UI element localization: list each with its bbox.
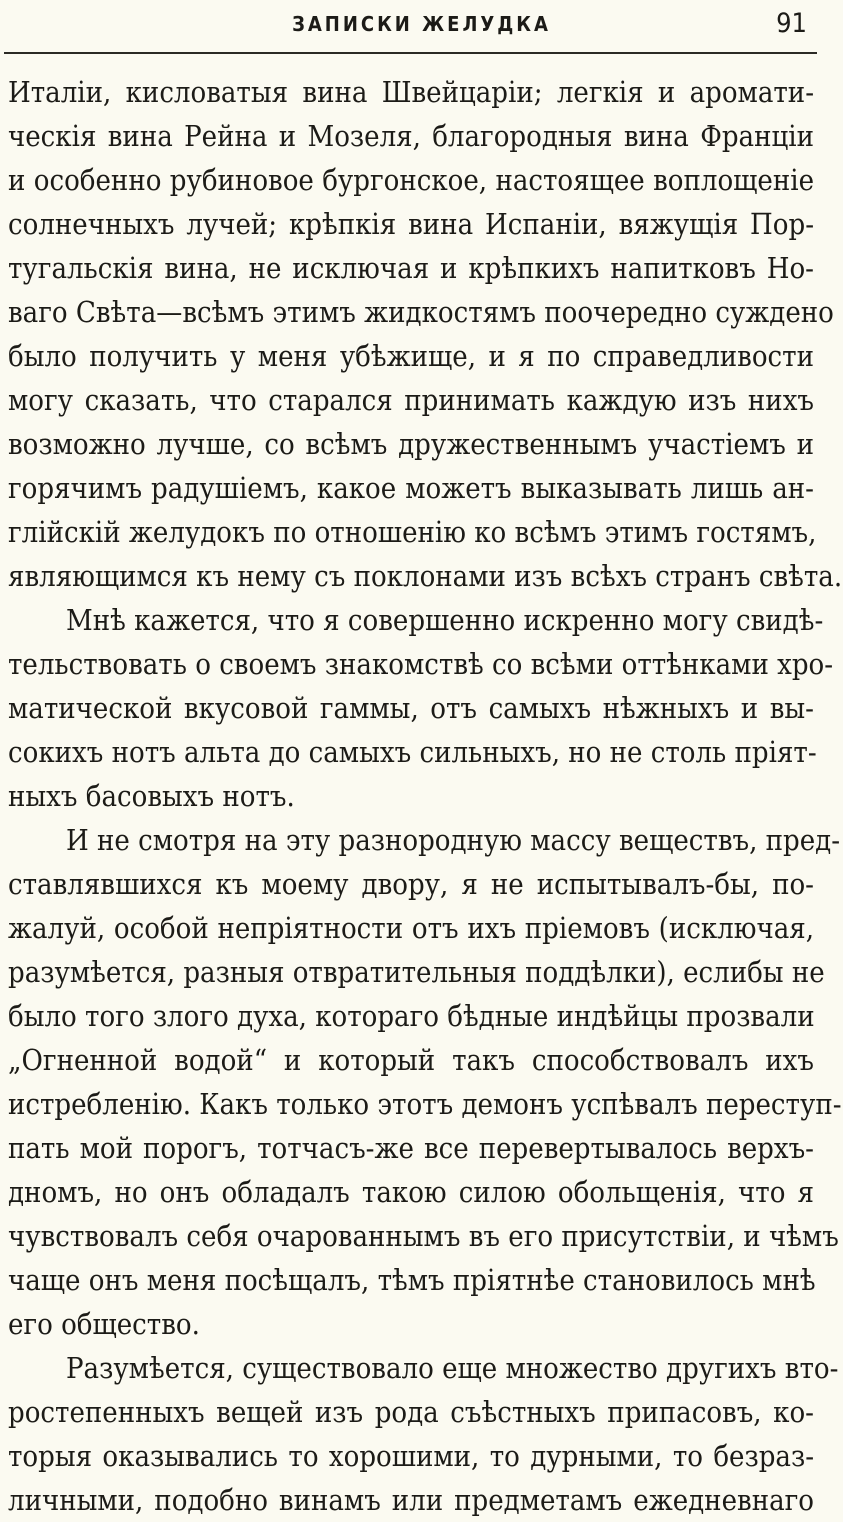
text-line: ныхъ басовыхъ нотъ. [8,779,295,813]
text-line: глійскій желудокъ по отношенію ко всѣмъ этимъ гостямъ, [8,515,817,549]
text-line: чувствовалъ себя очарованнымъ въ его присутствіи, и чѣмъ [8,1219,839,1253]
text-line: жалуй, особой непріятности отъ ихъ пріемовъ (исключая, [8,911,814,945]
text-line: Италіи, кисловатыя вина Швейцаріи; легкія и аромати- [8,75,814,109]
text-line: разумѣется, разныя отвратительныя поддѣлки), еслибы не [8,955,825,989]
text-line: тельствовать о своемъ знакомствѣ со всѣми оттѣнками хро- [8,647,834,681]
text-line: возможно лучше, со всѣмъ дружественнымъ участіемъ и [8,427,814,461]
text-line: ставлявшихся къ моему двору, я не испытывалъ-бы, по- [8,867,814,901]
header-rule [4,52,817,54]
text-line: Мнѣ кажется, что я совершенно искренно могу свидѣ- [66,603,824,637]
text-line: „Огненной водой“ и который такъ способствовалъ ихъ [8,1043,814,1077]
running-head-title: ЗАПИСКИ ЖЕЛУДКА [292,12,551,36]
text-line: ческія вина Рейна и Мозеля, благородныя вина Франціи [8,119,814,153]
text-line: дномъ, но онъ обладалъ такою силою обольщенія, что я [8,1175,814,1209]
page-number: 91 [776,8,807,39]
text-line: истребленію. Какъ только этотъ демонъ успѣвалъ переступ- [8,1087,842,1121]
text-line: солнечныхъ лучей; крѣпкія вина Испаніи, вяжущія Пор- [8,207,814,241]
text-line: было того злого духа, котораго бѣдные индѣйцы прозвали [8,999,815,1033]
text-line: ваго Свѣта—всѣмъ этимъ жидкостямъ поочередно суждено [8,295,834,329]
running-head [0,0,843,70]
text-line: торыя оказывались то хорошими, то дурными, то безраз- [8,1439,814,1473]
text-line: тугальскія вина, не исключая и крѣпкихъ напитковъ Но- [8,251,814,285]
text-line: могу сказать, что старался принимать каждую изъ нихъ [8,383,814,417]
text-line: И не смотря на эту разнородную массу веществъ, пред- [66,823,841,857]
body-text [0,70,843,1522]
text-line: матической вкусовой гаммы, отъ самыхъ нѣжныхъ и вы- [8,691,814,725]
text-line: Разумѣется, существовало еще множество другихъ вто- [66,1351,839,1385]
text-line: и особенно рубиновое бургонское, настоящее воплощеніе [8,163,814,197]
text-line: чаще онъ меня посѣщалъ, тѣмъ пріятнѣе становилось мнѣ [8,1263,816,1297]
text-line: являющимся къ нему съ поклонами изъ всѣхъ странъ свѣта. [8,559,843,593]
text-line: личными, подобно винамъ или предметамъ ежедневнаго [8,1483,814,1517]
text-line: было получить у меня убѣжище, и я по справедливости [8,339,814,373]
text-line: горячимъ радушіемъ, какое можетъ выказывать лишь ан- [8,471,814,505]
text-line: сокихъ нотъ альта до самыхъ сильныхъ, но не столь пріят- [8,735,817,769]
text-line: ростепенныхъ вещей изъ рода съѣстныхъ припасовъ, ко- [8,1395,814,1429]
text-line: пать мой порогъ, тотчасъ-же все перевертывалось верхъ- [8,1131,814,1165]
text-line: его общество. [8,1307,200,1341]
